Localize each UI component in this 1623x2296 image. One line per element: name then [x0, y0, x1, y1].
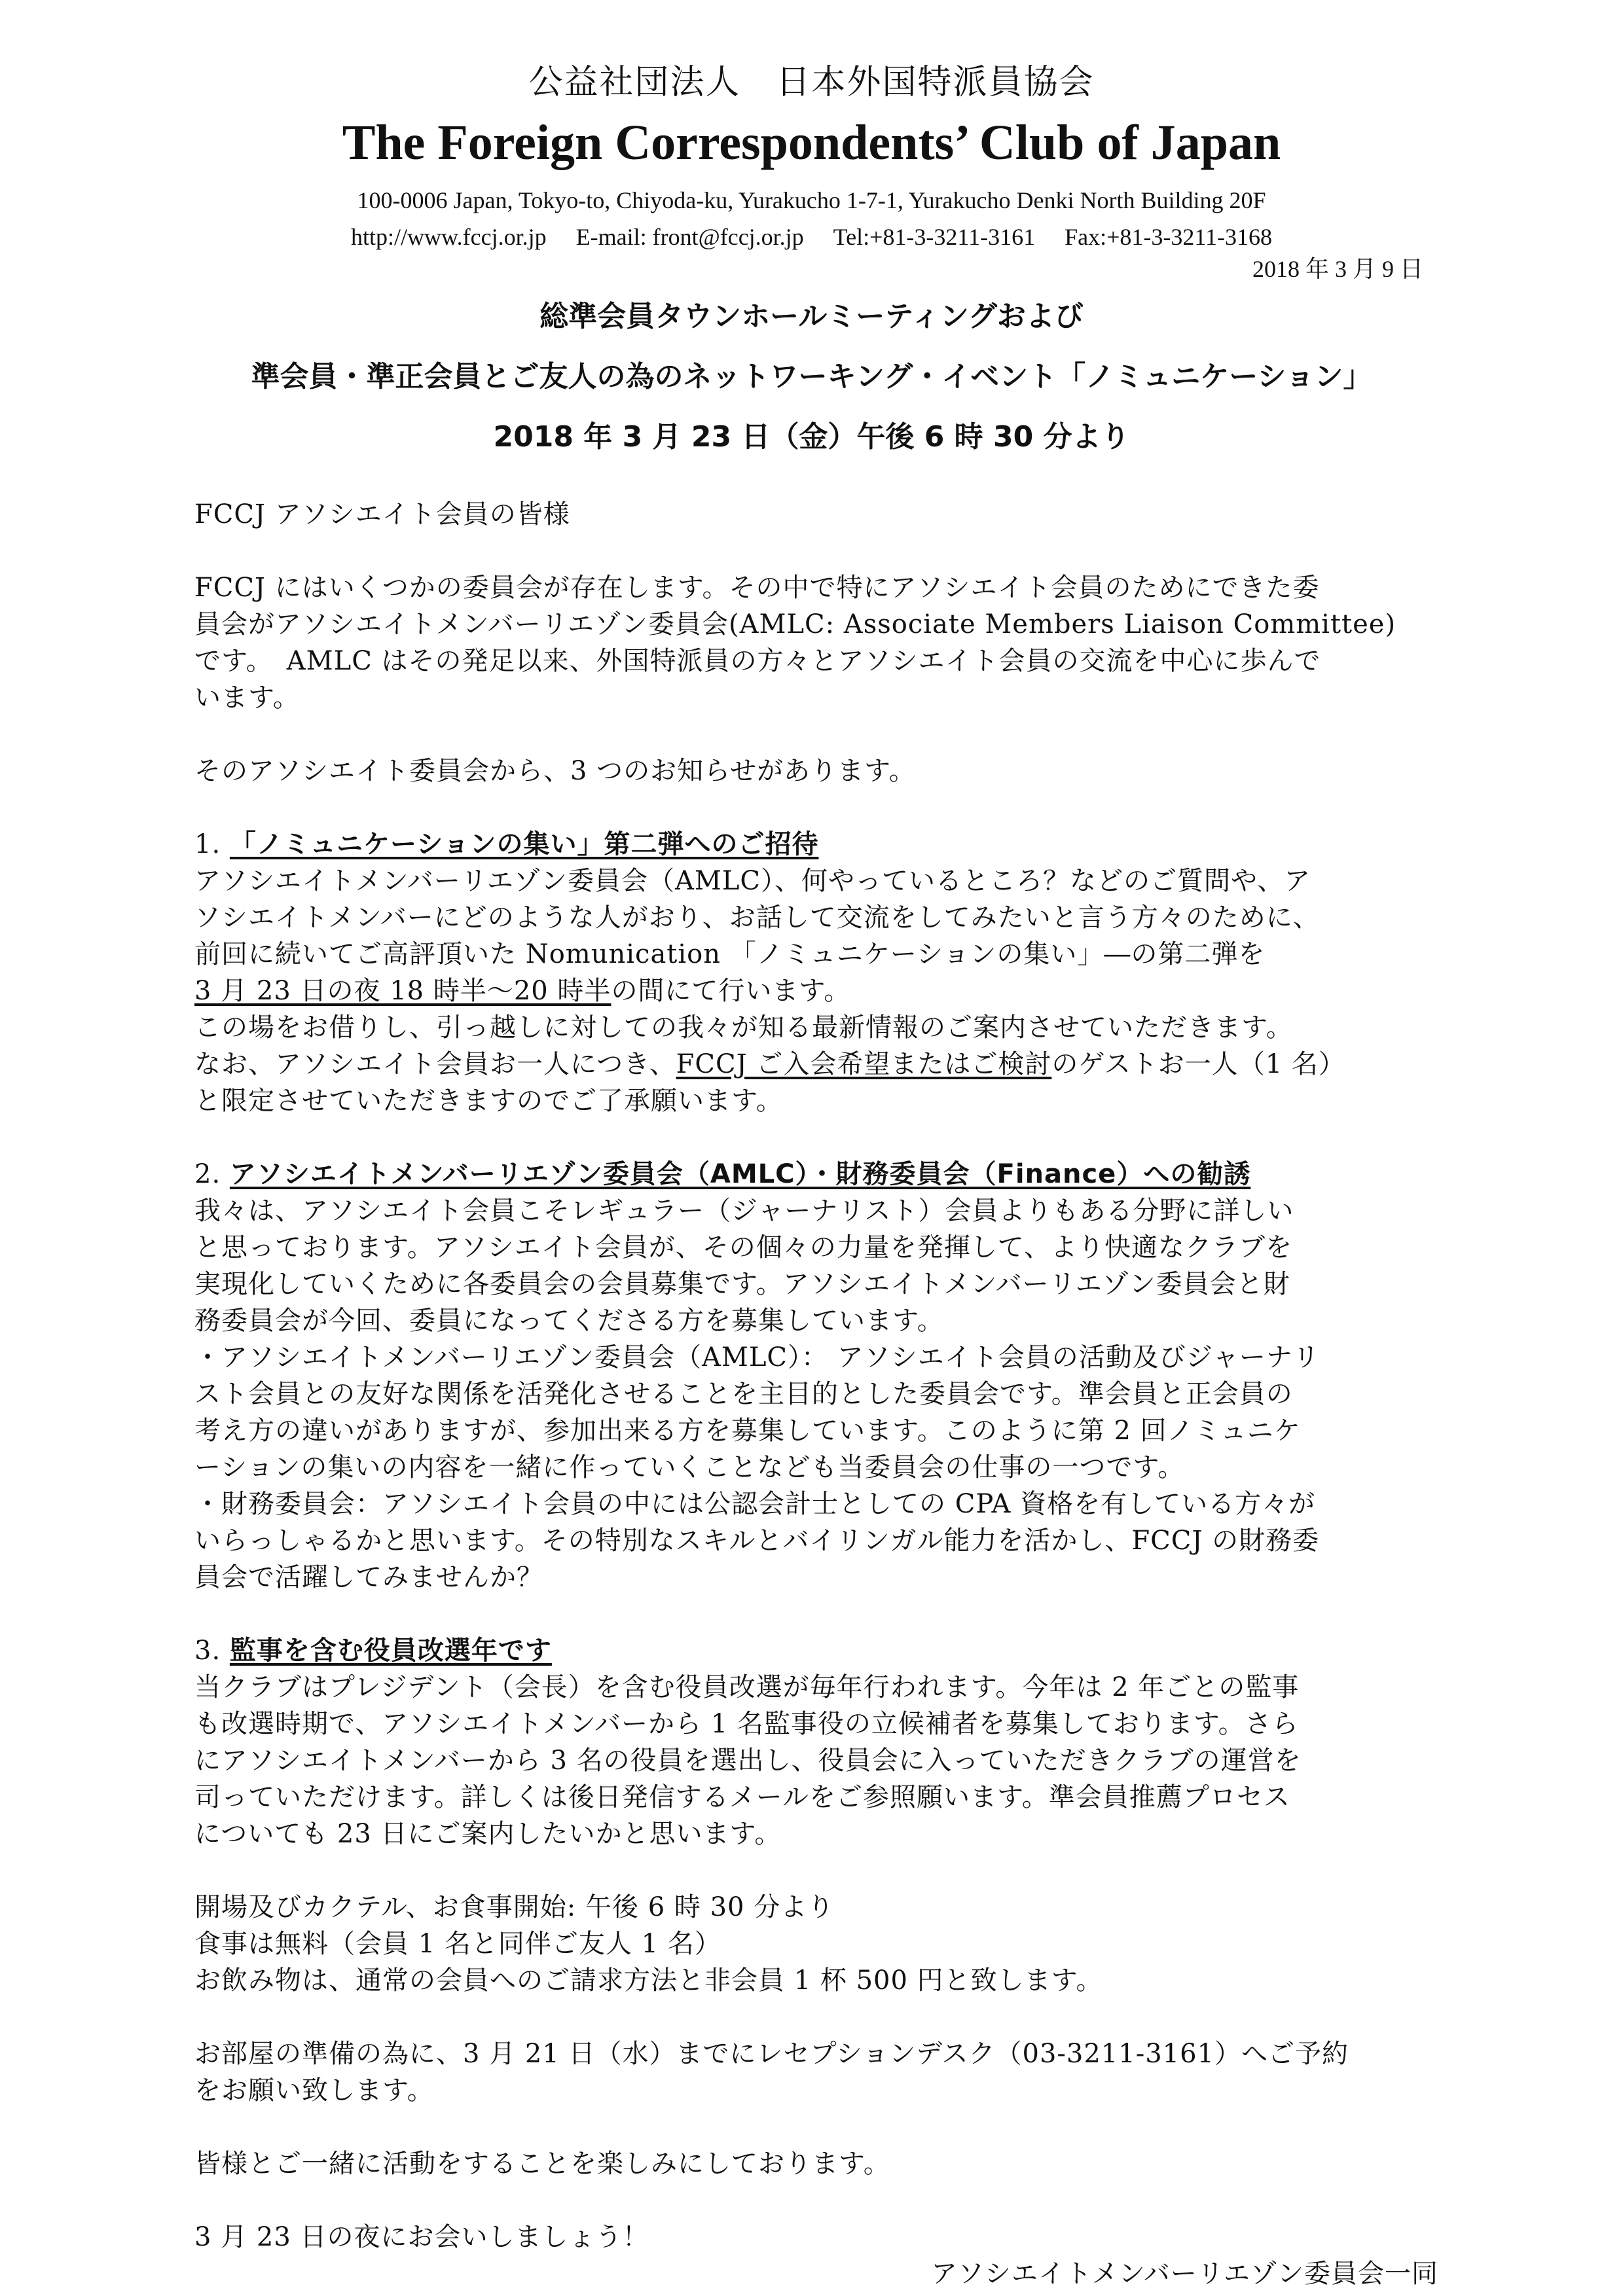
- section-1-line: 前回に続いてご高評頂いた Nomunication 「ノミュニケーションの集い」―の第二弾を: [194, 939, 1266, 969]
- section-3-line: も改選時期で、アソシエイトメンバーから 1 名監事役の立候補者を募集しております。さら: [194, 1709, 1299, 1739]
- intro-line: です。 AMLC はその発足以来、外国特派員の方々とアソシエイト会員の交流を中心に歩んで: [194, 646, 1321, 676]
- section-2-line: 考え方の違いがありますが、参加出来る方を募集しています。このように第 2 回ノミュニケ: [194, 1416, 1301, 1446]
- intro-line: FCCJ にはいくつかの委員会が存在します。その中で特にアソシエイト会員のためにできた委: [194, 573, 1320, 603]
- section-3-line: にアソシエイトメンバーから 3 名の役員を選出し、役員会に入っていただきクラブの運営を: [194, 1746, 1302, 1776]
- section-2-line: 実現化していくために各委員会の会員募集です。アソシエイトメンバーリエゾン委員会と財: [194, 1269, 1290, 1299]
- section-3-heading: [194, 1632, 1438, 1669]
- event-detail: 食事は無料（会員 1 名と同伴ご友人 1 名）: [194, 1929, 721, 1959]
- organization-address: 100-0006 Japan, Tokyo-to, Chiyoda-ku, Yurakucho 1-7-1, Yurakucho Denki North Building 20F: [357, 187, 1266, 213]
- reservation-line: をお願い致します。: [194, 2075, 434, 2106]
- section-1-line: [194, 1046, 1438, 1083]
- contact-line: [0, 219, 1623, 255]
- see-you-line: 3 月 23 日の夜にお会いしましょう！: [194, 2222, 649, 2252]
- title-line-3: 2018 年 3 月 23 日（金）午後 6 時 30 分より: [493, 420, 1130, 454]
- section-number: 3.: [194, 1636, 230, 1666]
- section-1-text: なお、アソシエイト会員お一人につき、: [194, 1049, 676, 1079]
- section-title: アソシエイトメンバーリエゾン委員会（AMLC）・財務委員会（Finance）への勧誘: [229, 1159, 1251, 1189]
- section-1-line: と限定させていただきますのでご了承願います。: [194, 1086, 783, 1116]
- email-link[interactable]: E-mail: front@fccj.or.jp: [575, 224, 804, 250]
- letter-date: 2018 年 3 月 9 日: [1252, 256, 1423, 282]
- closing-line: 皆様とご一緒に活動をすることを楽しみにしております。: [194, 2149, 890, 2179]
- section-number: 1.: [194, 829, 230, 859]
- section-1-heading: [194, 826, 1438, 863]
- section-1-line: ソシエイトメンバーにどのような人がおり、お話して交流をしてみたいと言う方々のために、: [194, 903, 1320, 933]
- event-detail: お飲み物は、通常の会員へのご請求方法と非会員 1 杯 500 円と致します。: [194, 1965, 1103, 1996]
- announcement: そのアソシエイト委員会から、3 つのお知らせがあります。: [194, 756, 916, 786]
- letterhead: [0, 59, 1623, 255]
- section-1-text: の間にて行います。: [611, 976, 851, 1006]
- section-1-line: この場をお借りし、引っ越しに対しての我々が知る最新情報のご案内させていただきます。: [194, 1013, 1293, 1043]
- section-2-line: ・アソシエイトメンバーリエゾン委員会（AMLC）： アソシエイト会員の活動及びジャーナリ: [194, 1342, 1320, 1372]
- section-title: 「ノミュニケーションの集い」第二弾へのご招待: [229, 829, 819, 859]
- section-2-line: スト会員との友好な関係を活発化させることを主目的とした委員会です。準会員と正会員の: [194, 1379, 1293, 1409]
- letter-body: [194, 496, 1438, 2292]
- section-2-heading: [194, 1156, 1438, 1193]
- section-2-line: 我々は、アソシエイト会員こそレギュラー（ジャーナリスト）会員よりもある分野に詳しい: [194, 1196, 1294, 1226]
- reservation-line: お部屋の準備の為に、3 月 21 日（水）までにレセプションデスク（03-3211-3161）へご予約: [194, 2039, 1349, 2069]
- section-2-line: ・財務委員会：アソシエイト会員の中には公認会計士としての CPA 資格を有している方々が: [194, 1489, 1316, 1519]
- section-2-line: ーションの集いの内容を一緒に作っていくことなども当委員会の仕事の一つです。: [194, 1452, 1185, 1482]
- organization-name-en: The Foreign Correspondents’ Club of Japan: [342, 115, 1281, 170]
- intro-line: 員会がアソシエイトメンバーリエゾン委員会(AMLC: Associate Members Liaison Committee): [194, 609, 1396, 639]
- section-number: 2.: [194, 1159, 230, 1189]
- section-2-line: 務委員会が今回、委員になってくださる方を募集しています。: [194, 1306, 944, 1336]
- website-link[interactable]: http://www.fccj.or.jp: [351, 224, 547, 250]
- signature: アソシエイトメンバーリエゾン委員会一同: [931, 2259, 1438, 2289]
- section-1-line: アソシエイトメンバーリエゾン委員会（AMLC）、何やっているところ？などのご質問や、ア: [194, 866, 1311, 896]
- event-time-highlight: 3 月 23 日の夜 18 時半～20 時半: [194, 976, 611, 1006]
- title-line-1: 総準会員タウンホールミーティングおよび: [539, 300, 1084, 333]
- telephone: Tel:+81-3-3211-3161: [833, 224, 1036, 250]
- section-3-line: についても 23 日にご案内したいかと思います。: [194, 1819, 782, 1849]
- guest-condition-highlight: FCCJ ご入会希望またはご検討: [676, 1049, 1052, 1079]
- event-detail: 開場及びカクテル、お食事開始: 午後 6 時 30 分より: [194, 1892, 835, 1922]
- section-2-line: と思っております。アソシエイト会員が、その個々の力量を発揮して、より快適なクラブを: [194, 1232, 1292, 1263]
- fax: Fax:+81-3-3211-3168: [1065, 224, 1272, 250]
- intro-line: います。: [194, 683, 300, 713]
- greeting: FCCJ アソシエイト会員の皆様: [194, 499, 570, 529]
- title-line-2: 準会員・準正会員とご友人の為のネットワーキング・イベント「ノミュニケーション」: [251, 360, 1372, 393]
- section-2-line: いらっしゃるかと思います。その特別なスキルとバイリンガル能力を活かし、FCCJ の財務委: [194, 1526, 1320, 1556]
- section-1-text: のゲストお一人（1 名）: [1051, 1049, 1345, 1079]
- section-title: 監事を含む役員改選年です: [229, 1636, 552, 1666]
- section-2-line: 員会で活躍してみませんか？: [194, 1562, 543, 1592]
- section-3-line: 司っていただけます。詳しくは後日発信するメールをご参照願います。準会員推薦プロセス: [194, 1782, 1290, 1812]
- section-3-line: 当クラブはプレジデント（会長）を含む役員改選が毎年行われます。今年は 2 年ごとの監事: [194, 1672, 1300, 1702]
- section-1-line: [194, 973, 1438, 1009]
- organization-name-jp: 公益社団法人 日本外国特派員協会: [528, 63, 1095, 102]
